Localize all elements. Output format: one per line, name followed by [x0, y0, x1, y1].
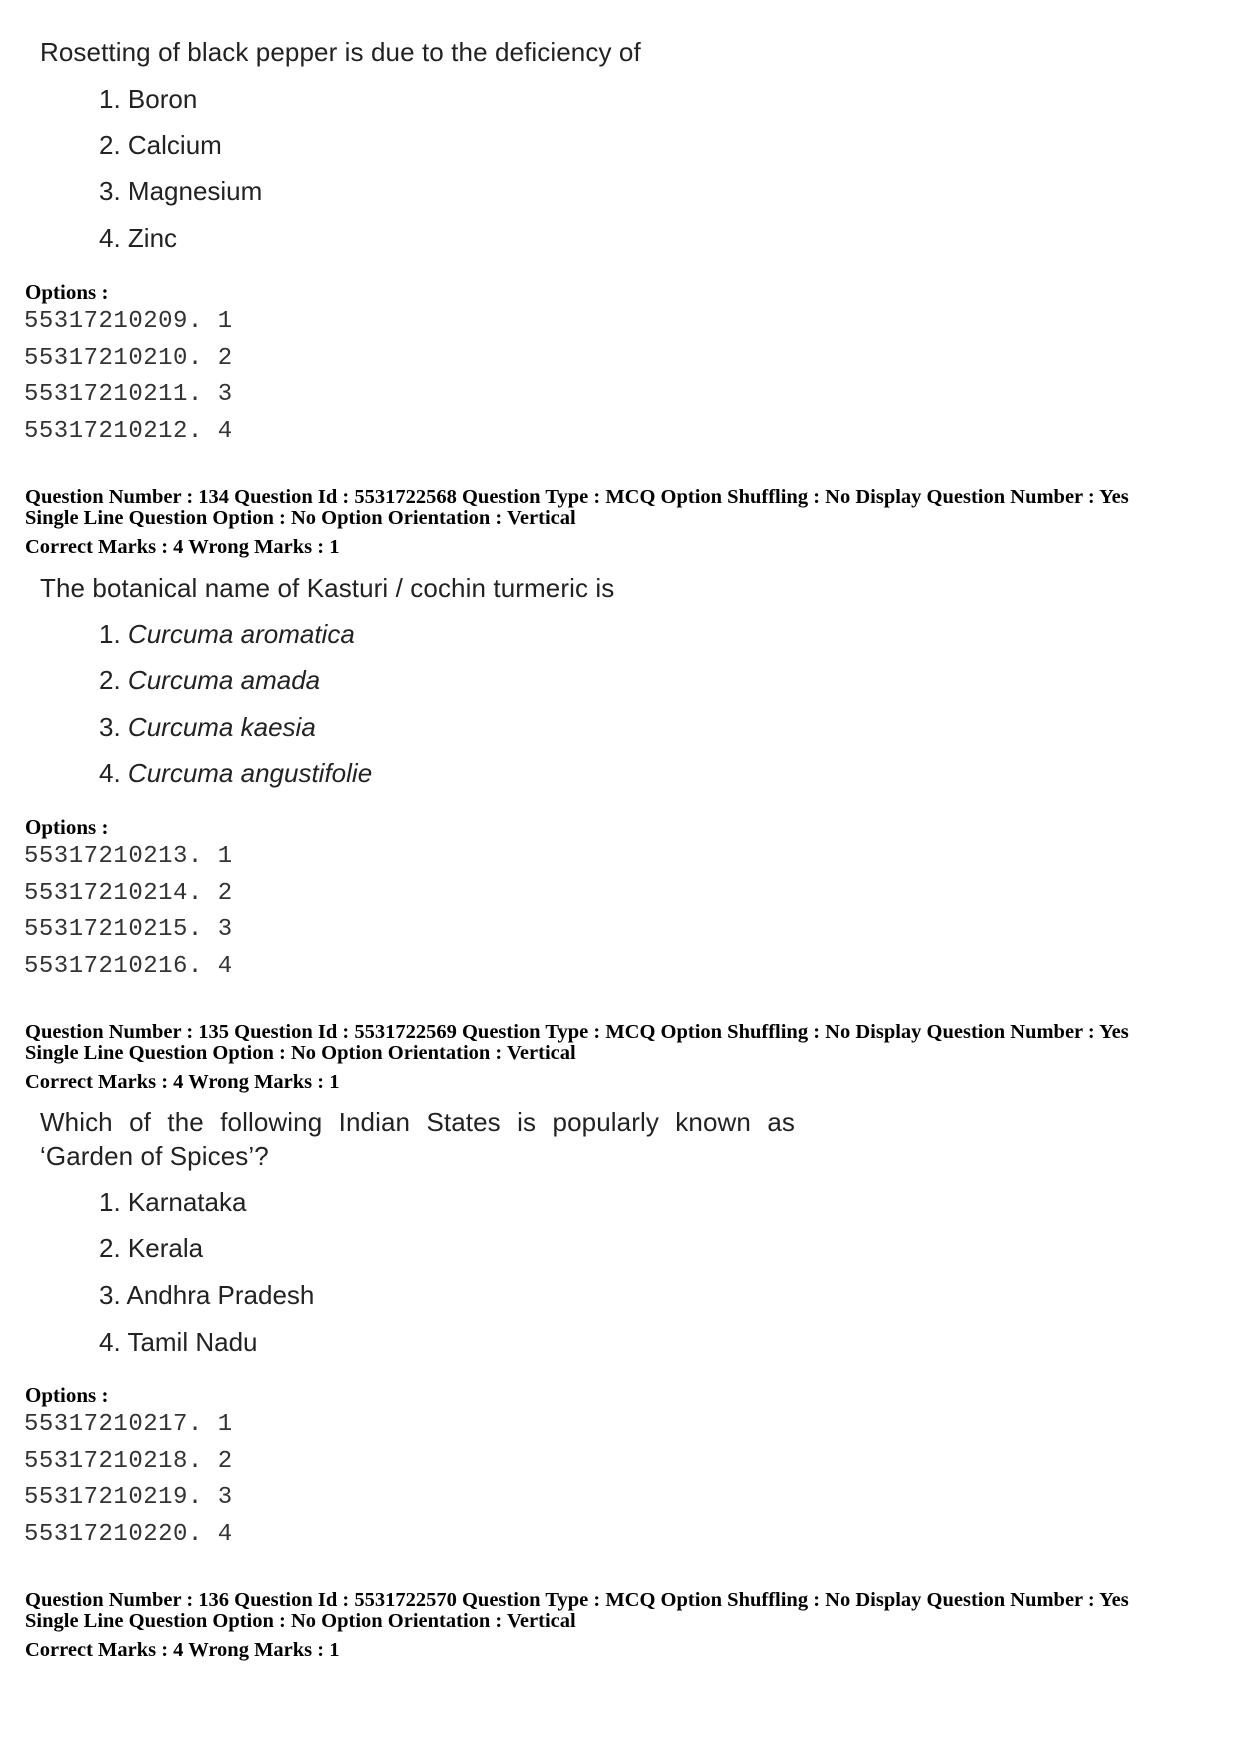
- q135-meta-line2: Single Line Question Option : No Option Orientation : Vertical: [25, 1042, 576, 1064]
- q133-option-1: 55317210209. 1: [24, 308, 233, 335]
- q135-choice-3: 3. Andhra Pradesh: [99, 1280, 315, 1310]
- q133-option-4: 55317210212. 4: [24, 418, 233, 445]
- q136-marks: Correct Marks : 4 Wrong Marks : 1: [25, 1639, 340, 1661]
- q134-option-1: 55317210213. 1: [24, 843, 233, 870]
- q134-choice-2-text: Curcuma amada: [127, 665, 321, 695]
- q134-choice-3-text: Curcuma kaesia: [127, 712, 316, 742]
- q134-choice-4-text: Curcuma angustifolie: [127, 758, 373, 788]
- q134-choice-1: [99, 619, 355, 650]
- q133-choice-2: 2. Calcium: [99, 130, 222, 160]
- q133-option-3: 55317210211. 3: [24, 381, 233, 408]
- q134-question-text: The botanical name of Kasturi / cochin turmeric is: [40, 573, 615, 603]
- q135-question-line1: Which of the following Indian States is popularly known as: [40, 1107, 795, 1137]
- q135-option-4: 55317210220. 4: [24, 1521, 233, 1548]
- q134-choice-1-num: 1.: [99, 619, 121, 649]
- q134-choice-4-num: 4.: [99, 758, 121, 788]
- q134-choice-2-num: 2.: [99, 665, 121, 695]
- q134-marks: Correct Marks : 4 Wrong Marks : 1: [25, 536, 340, 558]
- q135-option-1: 55317210217. 1: [24, 1411, 233, 1438]
- q135-option-2: 55317210218. 2: [24, 1448, 233, 1475]
- q135-question-line2: ‘Garden of Spices’?: [40, 1141, 269, 1171]
- q135-meta-line1: Question Number : 135 Question Id : 5531722569 Question Type : MCQ Option Shuffling : No Display Question Number : Yes: [25, 1021, 1129, 1043]
- q133-choice-4: 4. Zinc: [99, 223, 178, 253]
- q135-choice-1: 1. Karnataka: [99, 1187, 247, 1217]
- q134-meta-line1: Question Number : 134 Question Id : 5531722568 Question Type : MCQ Option Shuffling : No Display Question Number : Yes: [25, 486, 1129, 508]
- q134-option-3: 55317210215. 3: [24, 916, 233, 943]
- q133-question-text: Rosetting of black pepper is due to the deficiency of: [40, 37, 641, 67]
- q134-option-2: 55317210214. 2: [24, 880, 233, 907]
- q135-options-label: Options :: [25, 1383, 109, 1407]
- q133-choice-3: 3. Magnesium: [99, 176, 263, 206]
- q134-choice-3: [99, 712, 316, 743]
- q135-choice-2: 2. Kerala: [99, 1233, 204, 1263]
- q134-choice-3-num: 3.: [99, 712, 121, 742]
- q135-option-3: 55317210219. 3: [24, 1484, 233, 1511]
- q134-choice-2: [99, 665, 320, 696]
- q134-choice-1-text: Curcuma aromatica: [127, 619, 355, 649]
- q134-options-label: Options :: [25, 815, 109, 839]
- q133-choice-1: 1. Boron: [99, 84, 198, 114]
- q135-marks: Correct Marks : 4 Wrong Marks : 1: [25, 1071, 340, 1093]
- q133-options-label: Options :: [25, 280, 109, 304]
- q135-choice-4: 4. Tamil Nadu: [99, 1327, 258, 1357]
- q134-meta-line2: Single Line Question Option : No Option Orientation : Vertical: [25, 507, 576, 529]
- q134-option-4: 55317210216. 4: [24, 953, 233, 980]
- q134-choice-4: [99, 758, 372, 789]
- q136-meta-line2: Single Line Question Option : No Option Orientation : Vertical: [25, 1610, 576, 1632]
- q133-option-2: 55317210210. 2: [24, 345, 233, 372]
- q136-meta-line1: Question Number : 136 Question Id : 5531722570 Question Type : MCQ Option Shuffling : No Display Question Number : Yes: [25, 1589, 1129, 1611]
